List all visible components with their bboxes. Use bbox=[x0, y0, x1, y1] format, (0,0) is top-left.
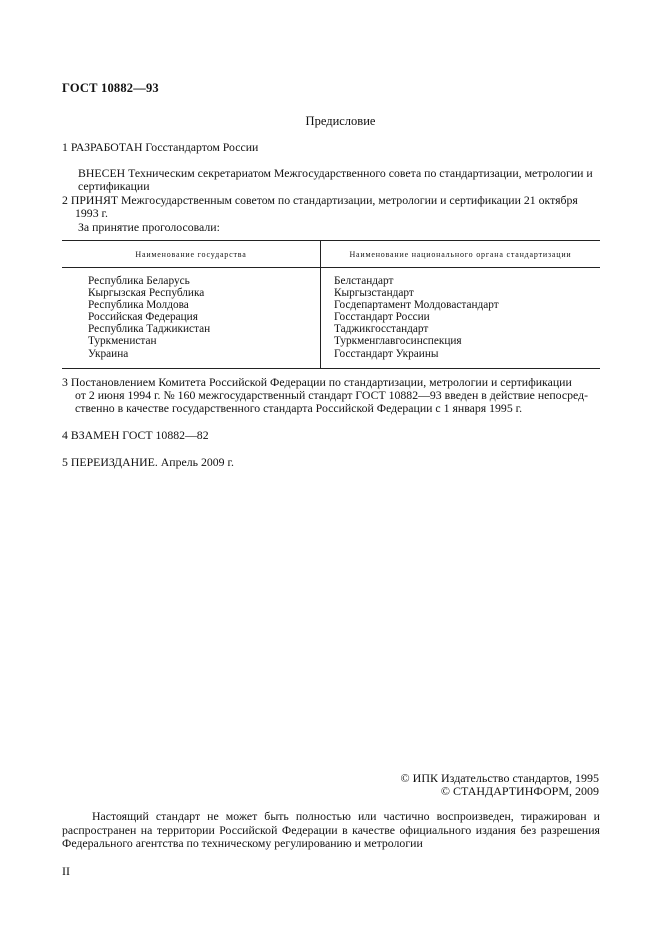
authority-cell: Госдепартамент Молдовастандарт bbox=[334, 299, 499, 312]
item-adopted-line1: 2 ПРИНЯТ Межгосударственным советом по стандартизации, метрологии и сертификации 21 октября bbox=[62, 193, 578, 207]
column-header-state: Наименование государства bbox=[62, 241, 321, 268]
item-reissue: 5 ПЕРЕИЗДАНИЕ. Апрель 2009 г. bbox=[62, 455, 234, 469]
page-number: II bbox=[62, 864, 70, 878]
item-adopted-line2: 1993 г. bbox=[75, 206, 108, 220]
item-decree-line2: от 2 июня 1994 г. № 160 межгосударственный стандарт ГОСТ 10882—93 введен в действие непосред- bbox=[75, 388, 589, 402]
page-title: Предисловие bbox=[305, 114, 376, 128]
state-cell: Российская Федерация bbox=[62, 311, 321, 323]
table-row bbox=[62, 299, 600, 311]
voting-states-table bbox=[62, 240, 600, 369]
state-cell: Туркменистан bbox=[62, 335, 321, 347]
item-introduced: ВНЕСЕН Техническим секретариатом Межгосударственного совета по стандартизации, метрологии и сертификации bbox=[78, 166, 593, 193]
item-decree-line1: 3 Постановлением Комитета Российской Федерации по стандартизации, метрологии и сертификации bbox=[62, 375, 572, 389]
authority-cell: Кыргызстандарт bbox=[334, 287, 414, 300]
table-row bbox=[62, 348, 600, 369]
authority-cell: Туркменглавгосинспекция bbox=[334, 335, 462, 348]
state-cell: Украина bbox=[62, 348, 321, 369]
copyright-line-2: © СТАНДАРТИНФОРМ, 2009 bbox=[440, 784, 599, 798]
item-developed: 1 РАЗРАБОТАН Госстандартом России bbox=[62, 140, 259, 154]
state-cell: Республика Беларусь bbox=[62, 268, 321, 288]
table-row bbox=[62, 311, 600, 323]
item-adopted bbox=[62, 194, 612, 220]
document-code: ГОСТ 10882—93 bbox=[62, 81, 159, 95]
state-cell: Республика Таджикистан bbox=[62, 323, 321, 335]
table-row bbox=[62, 268, 600, 288]
authority-cell: Таджикгосстандарт bbox=[334, 323, 429, 336]
authority-cell: Госстандарт Украины bbox=[321, 348, 601, 369]
table-row bbox=[62, 335, 600, 347]
table-row bbox=[62, 323, 600, 335]
reproduction-notice: Настоящий стандарт не может быть полностью или частично воспроизведен, тиражирован и распространен на территории Российской Федерации в качестве официального издания без разрешения Федерального агентства по техническому регулированию и метрологии bbox=[62, 809, 600, 850]
item-decree bbox=[62, 376, 602, 415]
column-header-authority: Наименование национального органа стандартизации bbox=[321, 241, 601, 268]
copyright-line-1: © ИПК Издательство стандартов, 1995 bbox=[400, 771, 599, 785]
authority-cell: Белстандарт bbox=[334, 275, 394, 287]
state-cell: Республика Молдова bbox=[62, 299, 321, 311]
table-header-row bbox=[62, 241, 600, 268]
copyright-block bbox=[401, 772, 599, 798]
item-decree-line3: ственно в качестве государственного стандарта Российской Федерации с 1 января 1995 г. bbox=[75, 401, 523, 415]
authority-cell: Госстандарт России bbox=[334, 311, 430, 324]
item-replaces: 4 ВЗАМЕН ГОСТ 10882—82 bbox=[62, 428, 209, 442]
item-voted: За принятие проголосовали: bbox=[78, 220, 220, 234]
table-row bbox=[62, 287, 600, 299]
state-cell: Кыргызская Республика bbox=[62, 287, 321, 299]
